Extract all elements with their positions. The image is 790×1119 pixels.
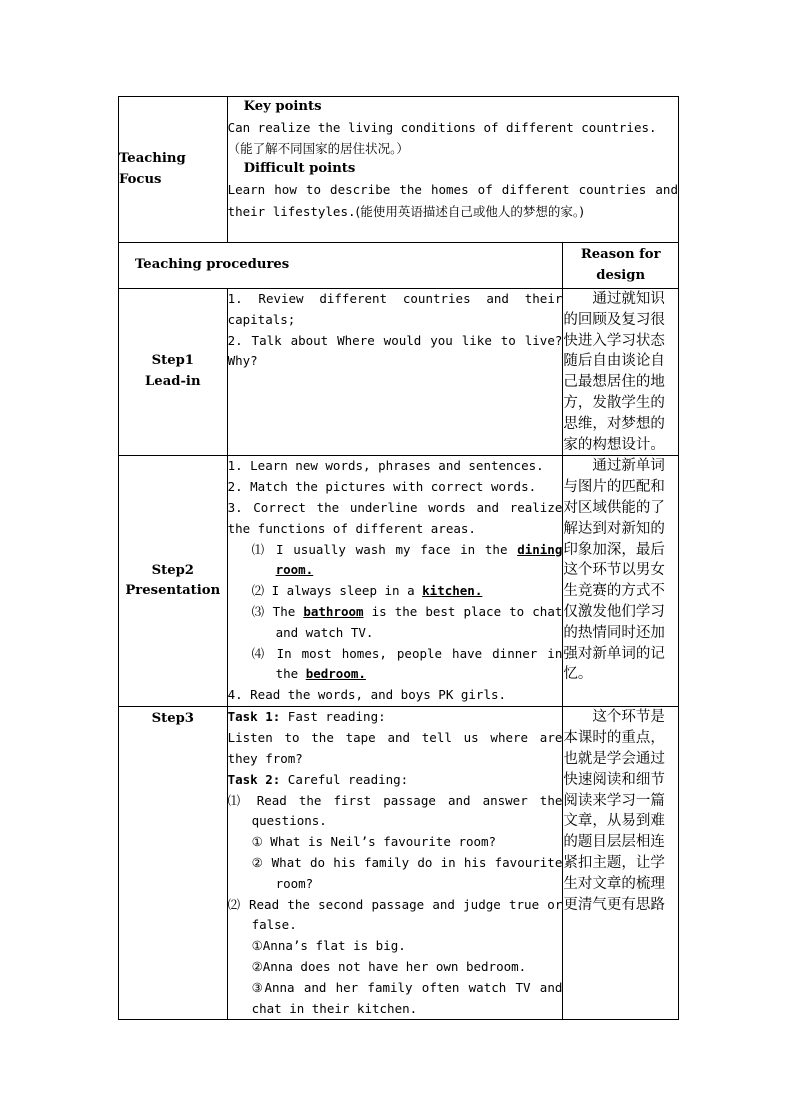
step3-reason [563, 707, 679, 1020]
step2-row [119, 456, 679, 707]
step2-sub-4-pre: In most homes, people have dinner in the [275, 645, 563, 682]
step2-sub-1-underlined: dining room. [275, 541, 563, 578]
procedures-header-text: Teaching procedures [135, 257, 290, 273]
step1-item-1: 1. Review different countries and their capitals; [227, 291, 563, 327]
step2-sub-3-pre: The [272, 603, 304, 619]
step2-sub-1-num: ⑴ [251, 541, 267, 557]
task2-title: Careful reading: [280, 771, 409, 787]
teaching-focus-row [119, 97, 679, 243]
step2-sub-1 [228, 540, 563, 582]
task1-title: Fast reading: [280, 709, 386, 725]
step2-sub-2-pre: I always sleep in a [271, 583, 423, 599]
step1-label-line1: Step1 [151, 353, 194, 369]
step3-row [119, 707, 679, 1020]
step1-reason [563, 289, 679, 456]
key-points-cn: （能了解不同国家的居住状况。） [227, 140, 409, 156]
key-points-title: Key points [243, 99, 322, 114]
step2-reason [563, 456, 679, 707]
teaching-focus-content [227, 97, 678, 243]
difficult-points-text: Learn how to describe the homes of different countries and their lifestyles. [227, 182, 678, 219]
difficult-points-block [228, 180, 678, 224]
step2-item-1: 1. Learn new words, phrases and sentences. [227, 458, 544, 474]
step3-content [227, 707, 563, 1020]
key-points-text: Can realize the living conditions of different countries. [227, 119, 657, 135]
step1-reason-text: 通过就知识的回顾及复习很快进入学习状态随后自由谈论自己最想居住的地方，发散学生的思维，对梦想的家的构想设计。 [563, 291, 665, 453]
procedures-header [119, 243, 563, 289]
step1-content [227, 289, 563, 456]
question-2: ② What do his family do in his favourite room? [251, 854, 563, 891]
passage2-text: Read the second passage and judge true or false. [249, 896, 563, 933]
step2-sub-2-num: ⑵ [251, 583, 265, 599]
step2-sub-1-pre: I usually wash my face in the [276, 541, 518, 557]
step2-reason-text: 通过新单词与图片的匹配和对区域供能的了解达到对新知的印象加深，最后这个环节以男女生竞赛的方式不仅激发他们学习的热情同时还加强对新单词的记忆。 [563, 458, 665, 683]
reason-header-text: Reason for design [580, 246, 661, 283]
teaching-focus-label-text: Teaching Focus [119, 150, 186, 187]
step2-item-3: 3. Correct the underline words and realize the functions of different areas. [227, 499, 563, 536]
reason-header [563, 243, 679, 289]
true-false-1: ①Anna’s flat is big. [251, 938, 406, 954]
task2-heading [228, 770, 563, 791]
step2-sub-4-underlined: bedroom. [305, 666, 366, 682]
step2-sub-3 [228, 602, 563, 644]
step2-sub-2-underlined: kitchen. [422, 583, 483, 599]
step2-content [227, 456, 563, 707]
difficult-points-title: Difficult points [243, 161, 356, 177]
procedures-header-row [119, 243, 679, 289]
true-false-3: ③Anna and her family often watch TV and chat in their kitchen. [251, 979, 563, 1016]
step2-item-4: 4. Read the words, and boys PK girls. [227, 687, 507, 703]
step2-sub-2 [228, 581, 563, 602]
passage1-num: ⑴ [227, 792, 245, 808]
task1-label: Task 1: [227, 709, 281, 725]
step2-sub-4-num: ⑷ [251, 645, 267, 661]
step1-row [119, 289, 679, 456]
step2-label [119, 456, 228, 707]
step3-label-text: Step3 [151, 711, 194, 727]
task1-text: Listen to the tape and tell us where are they from? [227, 730, 563, 766]
passage2-num: ⑵ [227, 896, 241, 912]
step3-reason-text: 这个环节是本课时的重点，也就是学会通过快速阅读和细节阅读来学习一篇文章，从易到难的题目层层相连紧扣主题，让学生对文章的梳理更清气更有思路 [563, 709, 665, 913]
passage1-text: Read the first passage and answer the questions. [251, 792, 563, 829]
passage1-instruction [228, 791, 563, 833]
step2-sub-4 [228, 644, 563, 686]
step1-label-line2: Lead-in [145, 374, 201, 390]
step2-sub-3-underlined: bathroom [303, 603, 364, 619]
step1-item-2: 2. Talk about Where would you like to live? Why? [227, 332, 563, 369]
passage2-instruction [228, 895, 563, 937]
step2-item-2: 2. Match the pictures with correct words. [227, 479, 537, 495]
step2-sub-3-num: ⑶ [251, 603, 265, 619]
step2-label-line1: Step2 [151, 562, 194, 578]
task2-label: Task 2: [227, 771, 281, 787]
teaching-focus-label [119, 97, 228, 243]
step2-sub-3-post: is the best place to chat and watch TV. [275, 603, 563, 640]
task1-heading [228, 707, 563, 728]
question-1: ① What is Neil’s favourite room? [251, 834, 497, 850]
lesson-plan-table [118, 96, 679, 1020]
step3-label [119, 707, 228, 1020]
difficult-points-cn: (能使用英语描述自己或他人的梦想的家。) [355, 203, 585, 219]
step1-label [119, 289, 228, 456]
step2-label-line2: Presentation [125, 583, 221, 599]
true-false-2: ②Anna does not have her own bedroom. [251, 958, 527, 974]
